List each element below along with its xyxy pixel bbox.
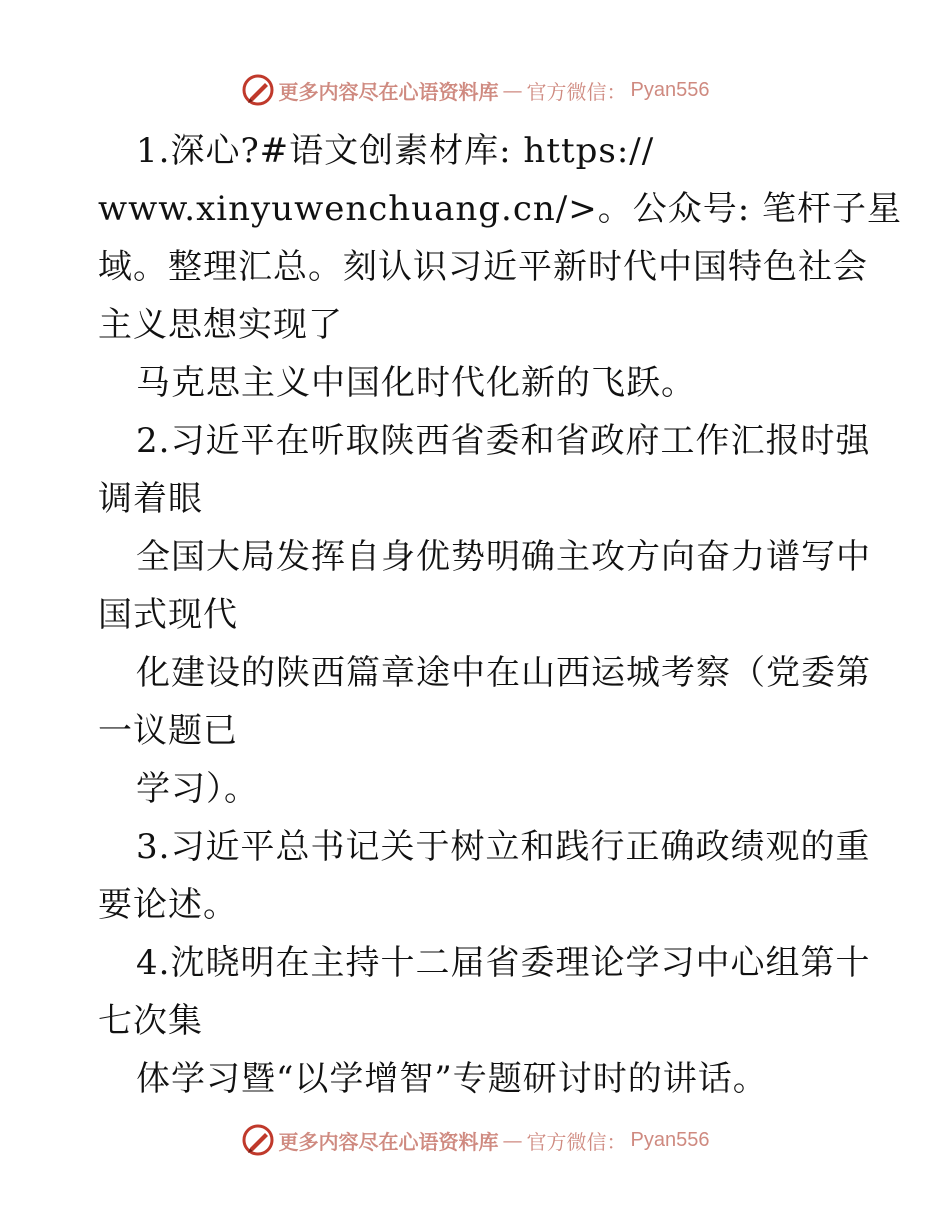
text-line-3: 域。整理汇总。刻认识习近平新时代中国特色社会 [98,247,868,287]
header-banner [0,70,950,110]
text-line-7: 调着眼 [98,479,203,519]
pen-logo-icon [241,1123,275,1157]
footer-site-text: 更多内容尽在心语资料库 [278,1129,499,1154]
text-line-11: 一议题已 [98,711,238,751]
text-line-16: 七次集 [98,1001,203,1041]
header-separator: — [502,78,523,102]
text-line-14: 要论述。 [98,885,238,925]
text-line-2: www.xinyuwenchuang.cn/>。公众号: 笔杆子星 [98,189,902,229]
text-line-10: 化建设的陕西篇章途中在山西运城考察（党委第 [136,653,871,693]
text-line-15: 4.沈晓明在主持十二届省委理论学习中心组第十 [136,943,871,983]
footer-wechat-id: Pyan556 [630,1128,710,1151]
header-site-text: 更多内容尽在心语资料库 [278,79,499,104]
document-body [98,122,902,1108]
text-line-12: 学习）。 [136,769,259,809]
header-wechat-label: 官方微信： [526,79,627,104]
text-line-17: 体学习暨“以学增智”专题研讨时的讲话。 [136,1059,768,1099]
footer-wechat-label: 官方微信： [526,1129,627,1154]
text-line-4: 主义思想实现了 [98,305,343,345]
footer-banner-inner [241,1123,710,1157]
pen-logo-icon [241,73,275,107]
text-line-5: 马克思主义中国化时代化新的飞跃。 [136,363,696,403]
text-line-9: 国式现代 [98,595,238,635]
text-line-8: 全国大局发挥自身优势明确主攻方向奋力谱写中 [136,537,871,577]
header-wechat-id: Pyan556 [630,78,710,101]
text-line-6: 2.习近平在听取陕西省委和省政府工作汇报时强 [136,421,871,461]
text-line-13: 3.习近平总书记关于树立和践行正确政绩观的重 [136,827,871,867]
footer-banner [0,1120,950,1160]
header-banner-inner [241,73,710,107]
footer-separator: — [502,1128,523,1152]
text-line-1: 1.深心?#语文创素材库: https:// [136,131,655,171]
